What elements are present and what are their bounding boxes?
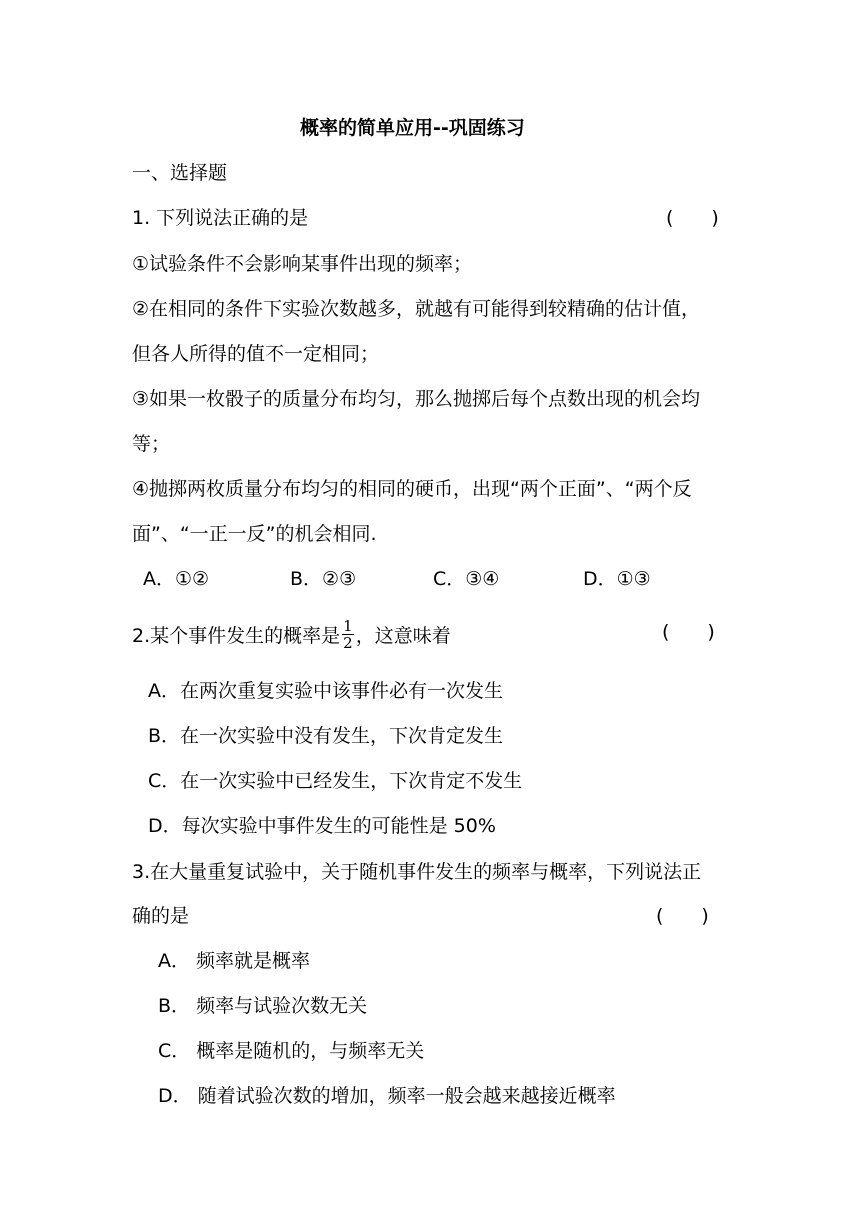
- page-title: 概率的简单应用--巩固练习: [300, 117, 525, 139]
- question-2-option-c: C．在一次实验中已经发生，下次肯定不发生: [148, 770, 523, 792]
- question-3-stem-cont: 确的是: [132, 905, 190, 927]
- question-1-option-d: D．①③: [583, 568, 651, 590]
- question-1-stem: 1. 下列说法正确的是: [132, 207, 309, 229]
- question-1-statement-2: ②在相同的条件下实验次数越多，就越有可能得到较精确的估计值，: [132, 298, 701, 320]
- fraction-one-half: [342, 618, 354, 651]
- section-heading: 一、选择题: [132, 162, 228, 184]
- question-1-option-a: A．①②: [143, 568, 210, 590]
- question-3-option-a: A． 频率就是概率: [158, 950, 311, 972]
- question-2-option-d: D．每次实验中事件发生的可能性是 50%: [148, 815, 496, 837]
- question-2-stem-after: ，这意味着: [355, 625, 451, 647]
- question-3-stem: 3.在大量重复试验中，关于随机事件发生的频率与概率，下列说法正: [132, 861, 702, 883]
- fraction-numerator: 1: [343, 617, 353, 635]
- question-3-option-b: B． 频率与试验次数无关: [158, 995, 368, 1017]
- question-1-option-c: C．③④: [433, 568, 500, 590]
- question-1-statement-3-cont: 等；: [132, 433, 171, 455]
- question-1-option-b: B．②③: [290, 568, 357, 590]
- question-2-option-b: B．在一次实验中没有发生，下次肯定发生: [148, 725, 504, 747]
- question-1-statement-2-cont: 但各人所得的值不一定相同；: [132, 343, 380, 365]
- question-1-statement-3: ③如果一枚骰子的质量分布均匀，那么抛掷后每个点数出现的机会均: [132, 388, 701, 410]
- question-2-answer-blank: ( ): [662, 621, 715, 643]
- question-1-answer-blank: ( ): [666, 207, 719, 229]
- question-2-stem-before: 2.某个事件发生的概率是: [132, 625, 341, 647]
- question-3-option-c: C． 概率是随机的，与频率无关: [158, 1040, 425, 1062]
- question-3-option-d: D． 随着试验次数的增加，频率一般会越来越接近概率: [158, 1085, 616, 1107]
- question-1-statement-4: ④抛掷两枚质量分布均匀的相同的硬币，出现“两个正面”、“两个反: [132, 478, 692, 500]
- question-1-statement-4-cont: 面”、“一正一反”的机会相同.: [132, 523, 377, 545]
- question-1-statement-1: ①试验条件不会影响某事件出现的频率；: [132, 253, 473, 275]
- question-2-stem: [132, 617, 451, 653]
- fraction-denominator: 2: [343, 634, 353, 652]
- question-3-answer-blank: ( ): [656, 905, 709, 927]
- question-2-option-a: A．在两次重复实验中该事件必有一次发生: [148, 680, 503, 702]
